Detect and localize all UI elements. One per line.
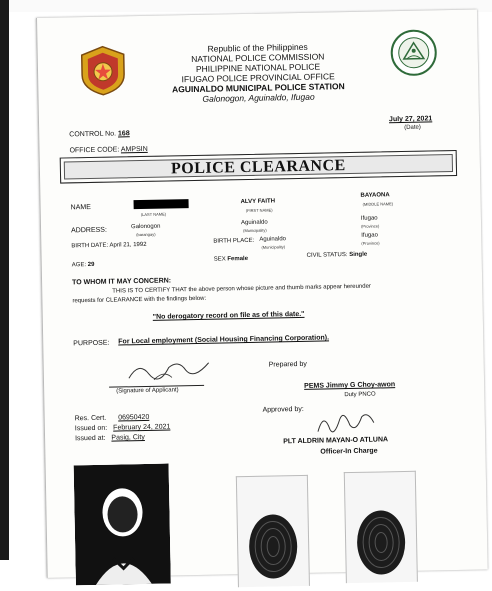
applicant-signature-caption: (Signature of Applicant) bbox=[116, 387, 179, 395]
finding-statement: "No derogatory record on file as of this date." bbox=[152, 310, 305, 321]
birth-date-label: BIRTH DATE: bbox=[71, 242, 109, 250]
approved-by-name: PLT ALDRIN MAYAN-O ATLUNA bbox=[283, 436, 389, 446]
middle-name-caption: (MIDDLE NAME) bbox=[362, 201, 394, 207]
scan-left-border bbox=[0, 0, 9, 560]
control-value: 168 bbox=[117, 130, 130, 138]
applicant-photo bbox=[74, 464, 171, 586]
purpose-label: PURPOSE: bbox=[73, 339, 110, 348]
birth-date-value: April 21, 1992 bbox=[109, 241, 147, 249]
age-value: 29 bbox=[87, 261, 95, 269]
issued-on-label: Issued on: bbox=[74, 424, 108, 433]
header-line-pnp: PHILIPPINE NATIONAL POLICE bbox=[195, 61, 321, 74]
certify-line-2: requests for CLEARANCE with the findings below: bbox=[72, 295, 207, 305]
res-cert bbox=[75, 414, 150, 422]
sex-label: SEX bbox=[213, 256, 226, 263]
address-barangay: Galonogon bbox=[130, 223, 161, 231]
date-label: (Date) bbox=[404, 124, 421, 131]
civil-status bbox=[307, 252, 368, 259]
right-thumb-mark bbox=[344, 471, 418, 583]
birth-place-province: Ifugao bbox=[361, 232, 378, 239]
salutation: TO WHOM IT MAY CONCERN: bbox=[72, 277, 172, 287]
issued-on bbox=[75, 423, 171, 432]
prepared-by-name: PEMS Jimmy G Choy-awon bbox=[304, 381, 396, 390]
birth-place-municipality: Aguinaldo bbox=[259, 236, 287, 243]
last-name-caption: (LAST NAME) bbox=[140, 211, 167, 218]
applicant-signature-icon bbox=[124, 355, 215, 387]
res-cert-label: Res. Cert. bbox=[74, 414, 107, 423]
issued-at bbox=[75, 434, 145, 442]
birth-place-municipality-caption: (Municipality) bbox=[261, 244, 286, 250]
police-clearance-document bbox=[36, 10, 488, 578]
birth-place-label: BIRTH PLACE: bbox=[213, 237, 255, 245]
header-line-address: Galonogon, Aguinaldo, Ifugao bbox=[202, 91, 315, 104]
control-label: CONTROL No. bbox=[69, 130, 117, 139]
approved-by-position: Officer-In Charge bbox=[320, 447, 378, 456]
civil-status-label: CIVIL STATUS: bbox=[306, 252, 348, 259]
sex-value: Female bbox=[227, 255, 249, 263]
redacted-last-name bbox=[134, 199, 189, 209]
birth-place-province-caption: (Province) bbox=[361, 240, 380, 246]
office-code-label: OFFICE CODE: bbox=[69, 146, 120, 155]
first-name-value: ALVY FAITH bbox=[240, 198, 276, 206]
address-municipality: Aguinaldo bbox=[240, 219, 268, 227]
title-banner bbox=[60, 150, 457, 184]
age bbox=[72, 262, 95, 268]
address-municipality-caption: (Municipality) bbox=[243, 227, 267, 234]
right-thumbprint-icon bbox=[345, 472, 417, 583]
age-label: AGE: bbox=[71, 262, 87, 269]
office-code bbox=[69, 146, 147, 154]
purpose-value: For Local employment (Social Housing Financing Corporation). bbox=[118, 334, 330, 346]
civil-status-value: Single bbox=[349, 251, 368, 259]
first-name-caption: (FIRST NAME) bbox=[245, 207, 273, 214]
officer-signature-icon bbox=[310, 406, 381, 437]
left-thumbprint-icon bbox=[237, 476, 309, 587]
header-line-republic: Republic of the Philippines bbox=[207, 41, 308, 54]
res-cert-value: 06950420 bbox=[118, 413, 150, 422]
header-line-provincial-office: IFUGAO POLICE PROVINCIAL OFFICE bbox=[181, 71, 335, 85]
control-number bbox=[69, 130, 130, 138]
applicant-photo-icon bbox=[74, 464, 171, 586]
issued-on-value: February 24, 2021 bbox=[113, 423, 171, 432]
header-line-station: AGUINALDO MUNICIPAL POLICE STATION bbox=[171, 81, 345, 95]
address-province: Ifugao bbox=[360, 215, 378, 222]
name-label: NAME bbox=[70, 203, 91, 212]
birth-date bbox=[71, 242, 146, 249]
issued-at-label: Issued at: bbox=[75, 434, 106, 443]
page-title: POLICE CLEARANCE bbox=[170, 157, 346, 178]
approved-by-label: Approved by: bbox=[262, 405, 304, 414]
prepared-by-label: Prepared by bbox=[268, 360, 307, 369]
address-label: ADDRESS: bbox=[71, 226, 107, 235]
left-thumb-mark bbox=[236, 475, 310, 587]
issued-at-value: Pasig, City bbox=[111, 433, 145, 442]
address-barangay-caption: (barangay) bbox=[136, 231, 156, 238]
middle-name-value: BAYAONA bbox=[360, 192, 390, 199]
sex bbox=[214, 256, 248, 263]
date-value: July 27, 2021 bbox=[388, 115, 433, 124]
prepared-by-position: Duty PNCO bbox=[344, 391, 376, 399]
header-line-napolcom: NATIONAL POLICE COMMISSION bbox=[191, 51, 325, 65]
office-code-value: AMPSIN bbox=[120, 145, 148, 154]
address-province-caption: (Province) bbox=[361, 223, 380, 229]
certify-line-1: THIS IS TO CERTIFY THAT the above person whose picture and thumb marks appear hereunder bbox=[112, 283, 371, 295]
